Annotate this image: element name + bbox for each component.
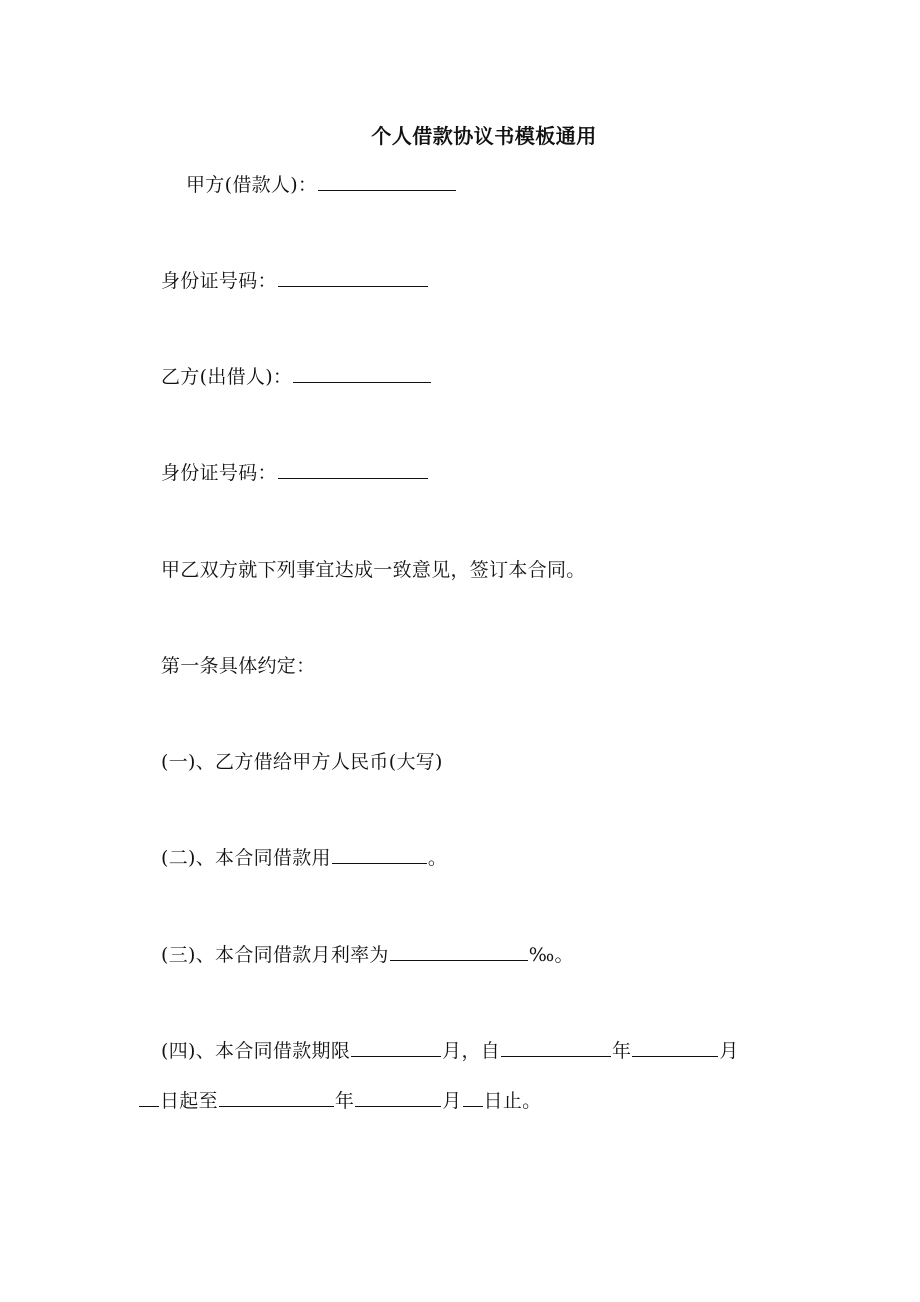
party-a-blank[interactable] <box>318 170 456 191</box>
loan-purpose-blank[interactable] <box>332 843 427 864</box>
party-b-line <box>161 362 432 392</box>
id-number-b-blank[interactable] <box>278 458 428 479</box>
id-number-a-label: 身份证号码： <box>161 270 277 292</box>
party-a-label: 甲方(借款人)： <box>186 174 318 196</box>
article-one-heading: 第一条具体约定： <box>161 655 316 677</box>
clause-4-line-2 <box>139 1086 541 1116</box>
end-year-blank[interactable] <box>219 1086 334 1107</box>
clause-4-day-to: 日止。 <box>483 1090 542 1112</box>
agreement-intro: 甲乙双方就下列事宜达成一致意见，签订本合同。 <box>161 559 586 581</box>
clause-4-year: 年 <box>612 1040 632 1062</box>
start-month-blank[interactable] <box>632 1036 718 1057</box>
start-year-blank[interactable] <box>501 1036 611 1057</box>
clause-4-line-1 <box>161 1036 739 1066</box>
id-number-a-blank[interactable] <box>278 266 428 287</box>
end-month-blank[interactable] <box>355 1086 441 1107</box>
party-b-label: 乙方(出借人)： <box>161 366 293 388</box>
clause-3-text: (三)、本合同借款月利率为 <box>161 944 389 966</box>
end-day-blank[interactable] <box>463 1086 483 1107</box>
start-day-blank[interactable] <box>139 1086 159 1107</box>
clause-4-month: 月 <box>719 1040 739 1062</box>
document-title: 个人借款协议书模板通用 <box>371 124 597 148</box>
interest-rate-blank[interactable] <box>390 940 528 961</box>
clause-4-month-from: 月，自 <box>442 1040 501 1062</box>
party-b-blank[interactable] <box>293 362 431 383</box>
id-number-b-label: 身份证号码： <box>161 462 277 484</box>
clause-3-end: ‰。 <box>528 944 574 966</box>
clause-2-end: 。 <box>427 847 448 869</box>
clause-2-text: (二)、本合同借款用 <box>161 847 331 869</box>
clause-4-day-from: 日起至 <box>160 1090 218 1112</box>
party-a-line <box>186 170 457 200</box>
clause-4-text: (四)、本合同借款期限 <box>161 1040 351 1062</box>
clause-1: (一)、乙方借给甲方人民币(大写) <box>161 751 443 773</box>
clause-4-year-to: 年 <box>334 1090 355 1112</box>
clause-3-line <box>161 940 574 970</box>
term-months-blank[interactable] <box>351 1036 441 1057</box>
clause-2-line <box>161 843 447 873</box>
id-number-b-line <box>161 458 429 488</box>
clause-4-month-to: 月 <box>442 1090 462 1112</box>
id-number-a-line <box>161 266 429 296</box>
